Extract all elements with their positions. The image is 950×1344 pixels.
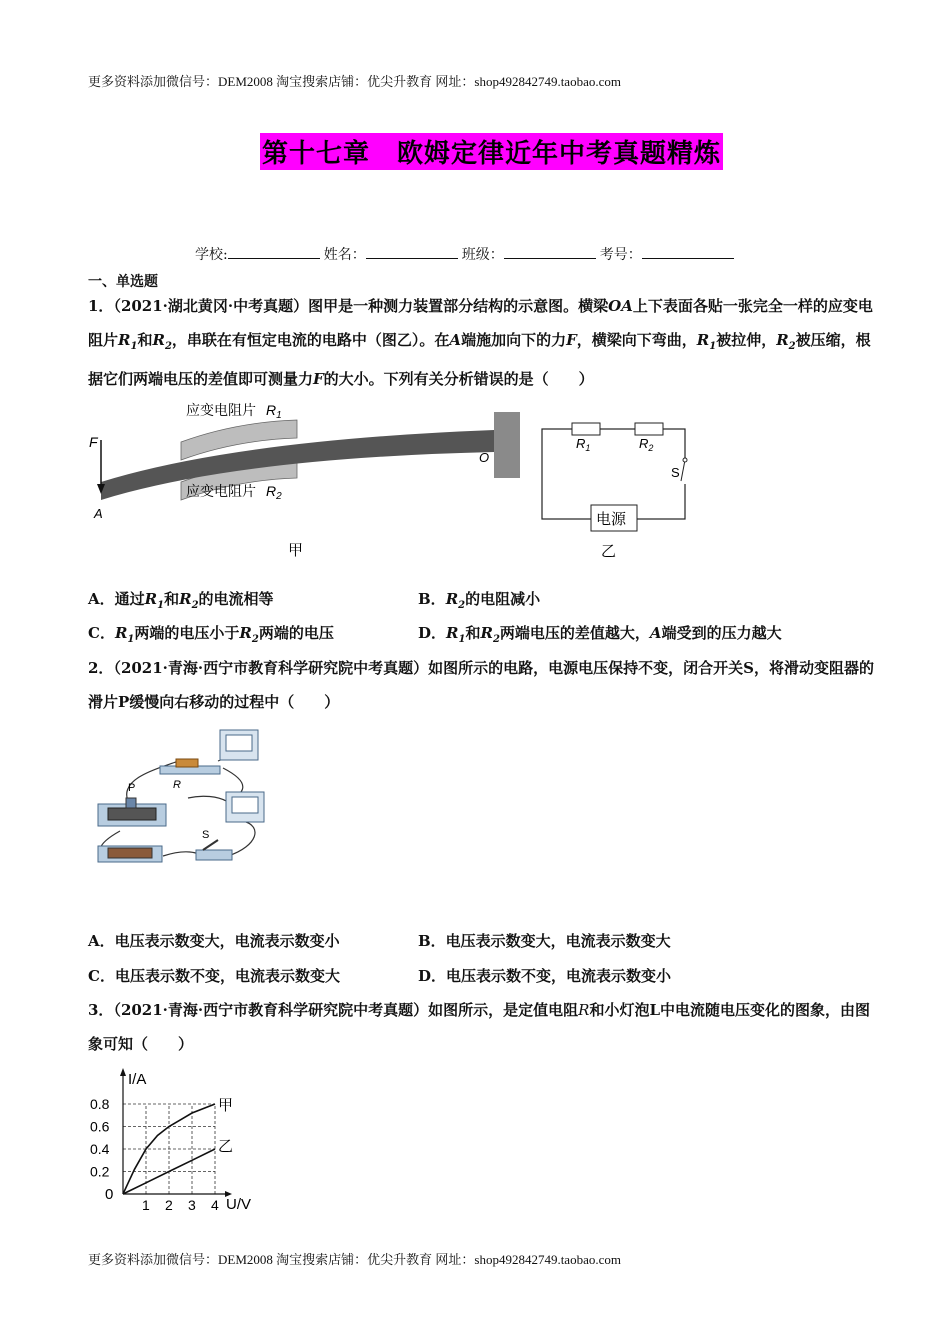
exam-no-label: 考号： <box>599 247 642 263</box>
y-tick-label: 0.4 <box>90 1141 110 1157</box>
option-text: 两端电压的差值越大， <box>499 624 650 642</box>
q1-text-part: 的大小。下列有关分析错误的是（ ） <box>323 370 594 388</box>
page-title: 第十七章 欧姆定律近年中考真题精炼 <box>260 133 723 170</box>
resistor-r <box>176 759 198 767</box>
r1-symbol: $R_1$ <box>114 624 135 645</box>
switch-contact <box>683 458 687 462</box>
rheostat-slider <box>126 798 136 808</box>
class-label: 班级： <box>461 247 504 263</box>
figure-q2-circuit <box>88 726 273 866</box>
section-heading: 一、单选题 <box>88 274 158 290</box>
q1-text-part: 图甲是一种测力装置部分结构的示意图。横梁 <box>308 297 609 315</box>
figure-label-jia: 甲 <box>288 542 304 559</box>
option-text: 两端的电压 <box>258 624 334 642</box>
figure-label-yi: 乙 <box>601 543 617 560</box>
resistor-r2-box <box>635 423 663 435</box>
wall-block <box>494 412 520 478</box>
name-blank <box>366 246 458 259</box>
option-text: 的电流相等 <box>198 590 274 608</box>
x-tick-label: 1 <box>142 1197 150 1213</box>
y-axis-label: I/A <box>128 1071 147 1088</box>
option-text: D． <box>418 624 447 642</box>
option-a-symbol: A <box>649 624 662 642</box>
label-r1-symbol: $R_1$ <box>266 402 282 421</box>
x-tick-label: 2 <box>165 1197 173 1213</box>
r1-symbol: $R_1$ <box>144 590 165 611</box>
label-p: P <box>128 782 136 794</box>
q2-option-c[interactable]: C．电压表示数不变，电流表示数变大 <box>88 967 340 985</box>
q2-option-a[interactable]: A．电压表示数变大，电流表示数变小 <box>88 932 340 950</box>
label-o: O <box>479 450 490 465</box>
label-r2-symbol: $R_2$ <box>266 483 282 502</box>
question-2-text <box>88 652 878 719</box>
option-text: C． <box>88 624 115 642</box>
option-text: 的电阻减小 <box>465 590 541 608</box>
q1-oa-symbol: OA <box>608 297 633 315</box>
rheostat-coil <box>108 808 156 820</box>
q1-text-part: 被拉伸， <box>716 330 777 349</box>
page-footer: 更多资料添加微信号：DEM2008 淘宝搜索店铺：优尖升教育 网址：shop492842749.taobao.com <box>88 1252 621 1267</box>
y-tick-label: 0.2 <box>90 1163 110 1180</box>
q1-text-part: 端施加向下的力 <box>461 330 567 349</box>
figure-yi-circuit <box>535 415 695 565</box>
question-3-text <box>88 994 878 1061</box>
question-number: 3． <box>88 1001 114 1019</box>
q1-text-part: ，横梁向下弯曲， <box>576 330 697 349</box>
question-body: 和小灯泡L中电流随电压变化的图象，由图象可知（ ） <box>88 1001 870 1053</box>
q2-option-b[interactable]: B．电压表示数变大，电流表示数变大 <box>418 932 671 950</box>
question-number: 1． <box>88 297 114 315</box>
q2-option-d[interactable]: D．电压表示数不变，电流表示数变小 <box>418 967 672 985</box>
option-text: 和 <box>465 624 481 642</box>
class-blank <box>504 246 596 259</box>
option-text: A．通过 <box>88 590 145 608</box>
r1-symbol: $R_1$ <box>696 330 717 352</box>
battery-cell <box>108 848 152 858</box>
origin-label: 0 <box>105 1186 114 1203</box>
resistor-r1-box <box>572 423 600 435</box>
option-text: 和 <box>164 590 180 608</box>
school-blank <box>228 246 320 259</box>
option-text: 端受到的压力越大 <box>661 624 782 642</box>
q1-option-b[interactable] <box>418 588 540 611</box>
question-number: 2． <box>88 659 114 677</box>
iu-chart <box>88 1064 268 1219</box>
q1-text-part: 和 <box>137 330 153 349</box>
label-r2-small: $R_2$ <box>639 436 654 453</box>
label-r1-text: 应变电阻片 <box>186 402 256 418</box>
y-axis-arrow <box>120 1068 126 1076</box>
switch-base <box>196 850 232 860</box>
q1-option-c[interactable] <box>88 622 334 645</box>
r2-symbol: $R_2$ <box>480 624 500 645</box>
page-header: 更多资料添加微信号：DEM2008 淘宝搜索店铺：优尖升教育 网址：shop492842749.taobao.com <box>88 74 621 89</box>
q1-text-part: 上下表面各贴一张完全一样的应变电阻片 <box>88 297 873 349</box>
q1-option-d[interactable] <box>418 622 782 645</box>
option-text: 两端的电压小于 <box>134 624 240 642</box>
student-info-line <box>195 244 738 264</box>
q1-f-symbol: F <box>566 330 577 349</box>
r2-symbol: $R_2$ <box>445 590 466 611</box>
r1-symbol: $R_1$ <box>118 330 138 352</box>
y-tick-label: 0.8 <box>90 1096 110 1112</box>
meter-middle-dial <box>232 797 258 813</box>
series-label: 乙 <box>218 1138 234 1155</box>
question-1-text <box>88 290 878 397</box>
question-source: （2021·湖北黄冈·中考真题） <box>113 297 309 315</box>
q1-option-a[interactable] <box>88 588 274 611</box>
question-body: （2021·青海·西宁市教育科学研究院中考真题）如图所示的电路，电源电压保持不变，闭合开关S，将滑动变阻器的滑片P缓慢向右移动的过程中（ ） <box>88 659 874 711</box>
school-label: 学校: <box>195 247 228 263</box>
label-r2-text: 应变电阻片 <box>186 483 256 499</box>
r2-symbol: $R_2$ <box>152 330 172 352</box>
q1-text-part: 被压缩，根据它们两端电压的差值即可测量力 <box>88 330 871 388</box>
label-f: F <box>89 434 98 450</box>
label-s: S <box>671 465 680 480</box>
exam-no-blank <box>642 246 734 259</box>
name-label: 姓名： <box>323 247 366 263</box>
label-r: R <box>173 779 181 791</box>
label-r1-small: $R_1$ <box>576 436 591 453</box>
switch-lever <box>203 840 218 850</box>
meter-top-dial <box>226 735 252 751</box>
r2-symbol: $R_2$ <box>239 624 259 645</box>
r2-symbol: $R_2$ <box>776 330 796 352</box>
q1-f-symbol: F <box>313 370 324 388</box>
label-a: A <box>94 506 103 521</box>
label-s: S <box>202 829 210 841</box>
x-axis-label: U/V <box>226 1196 252 1213</box>
option-text: B． <box>418 590 446 608</box>
x-tick-label: 4 <box>211 1197 219 1213</box>
y-tick-label: 0.6 <box>90 1118 110 1135</box>
q1-a-symbol: A <box>449 330 462 349</box>
r-symbol: R <box>578 1001 590 1019</box>
beam-oa <box>101 430 494 500</box>
series-label: 甲 <box>218 1097 234 1114</box>
question-body: （2021·青海·西宁市教育科学研究院中考真题）如图所示，是定值电阻 <box>113 1001 579 1019</box>
x-tick-label: 3 <box>188 1197 196 1213</box>
figure-jia-beam <box>86 400 526 565</box>
r1-symbol: $R_1$ <box>446 624 466 645</box>
power-label: 电源 <box>596 511 627 528</box>
r2-symbol: $R_2$ <box>179 590 199 611</box>
q1-text-part: ，串联在有恒定电流的电路中（图乙）。在 <box>171 330 450 349</box>
